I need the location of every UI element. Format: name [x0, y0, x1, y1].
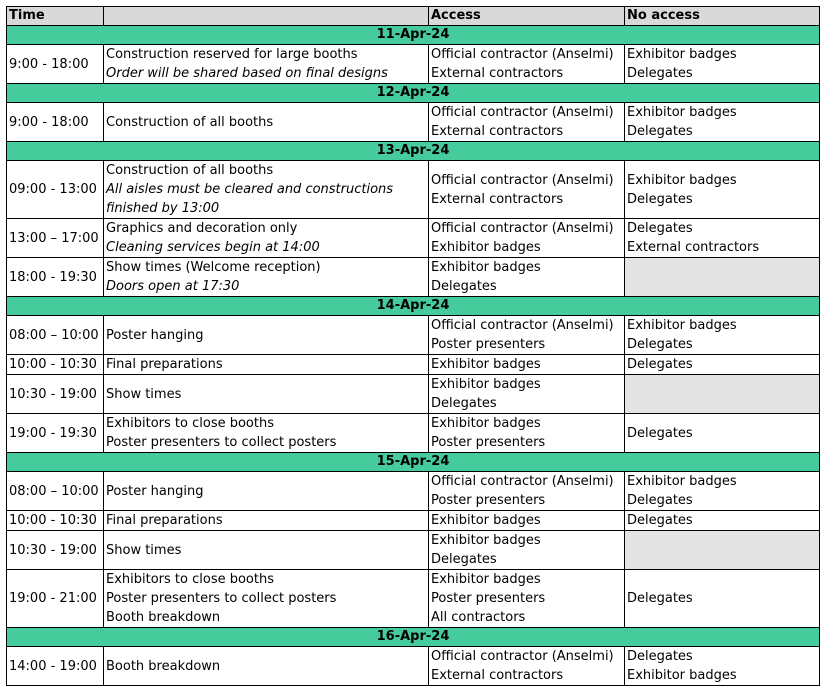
activity-line: Booth breakdown: [106, 658, 221, 674]
day-row: [7, 26, 820, 45]
schedule-row: [7, 414, 820, 453]
activity-line: Show times (Welcome reception): [106, 260, 321, 275]
access-cell[interactable]: [429, 316, 625, 355]
header-row: [7, 7, 820, 26]
day-header-cell[interactable]: 15-Apr-24: [7, 453, 820, 472]
day-row: [7, 453, 820, 472]
day-header-cell[interactable]: 11-Apr-24: [7, 26, 820, 45]
access-entry: Poster presenters: [431, 493, 546, 508]
header-no-access[interactable]: No access: [625, 7, 820, 26]
activity-line: Final preparations: [106, 513, 223, 528]
access-cell[interactable]: [429, 511, 625, 531]
activity-line: Exhibitors to close booths: [106, 416, 274, 431]
access-cell[interactable]: [429, 355, 625, 375]
no-access-cell-empty[interactable]: [625, 375, 820, 414]
day-header-cell[interactable]: 12-Apr-24: [7, 84, 820, 103]
no-access-entry: Delegates: [627, 337, 693, 352]
no-access-cell[interactable]: [625, 219, 820, 258]
time-cell[interactable]: 10:00 - 10:30: [7, 355, 104, 375]
no-access-cell[interactable]: [625, 570, 820, 628]
no-access-cell[interactable]: [625, 472, 820, 511]
time-cell[interactable]: 13:00 – 17:00: [7, 219, 104, 258]
activity-cell[interactable]: [104, 103, 429, 142]
access-entry: Official contractor (Anselmi): [431, 318, 614, 333]
no-access-cell[interactable]: [625, 161, 820, 219]
access-cell[interactable]: [429, 531, 625, 570]
no-access-cell[interactable]: [625, 511, 820, 531]
access-entry: All contractors: [431, 610, 526, 625]
time-cell[interactable]: 08:00 – 10:00: [7, 472, 104, 511]
no-access-cell[interactable]: [625, 45, 820, 84]
access-entry: Official contractor (Anselmi): [431, 105, 614, 120]
no-access-entry: Delegates: [627, 591, 693, 606]
schedule-row: [7, 472, 820, 511]
no-access-entry: Exhibitor badges: [627, 318, 737, 333]
access-schedule-table: [6, 6, 820, 686]
access-entry: External contractors: [431, 191, 564, 207]
activity-line: Construction of all booths: [106, 114, 274, 130]
activity-cell[interactable]: [104, 316, 429, 355]
access-entry: Poster presenters: [431, 591, 546, 606]
access-entry: Delegates: [431, 552, 497, 567]
activity-cell[interactable]: [104, 161, 429, 219]
schedule-row: [7, 161, 820, 219]
activity-line: Poster presenters to collect posters: [106, 591, 337, 606]
header-access[interactable]: Access: [429, 7, 625, 26]
time-cell[interactable]: 10:30 - 19:00: [7, 375, 104, 414]
access-entry: Official contractor (Anselmi): [431, 172, 614, 188]
access-entry: Exhibitor badges: [431, 416, 541, 431]
time-cell[interactable]: 9:00 - 18:00: [7, 103, 104, 142]
time-cell[interactable]: 9:00 - 18:00: [7, 45, 104, 84]
no-access-entry: External contractors: [627, 240, 760, 255]
no-access-entry: Delegates: [627, 493, 693, 508]
no-access-entry: Delegates: [627, 221, 693, 236]
access-entry: Official contractor (Anselmi): [431, 47, 614, 62]
activity-note: Doors open at 17:30: [106, 279, 240, 294]
access-cell[interactable]: [429, 647, 625, 686]
day-row: [7, 142, 820, 161]
day-row: [7, 297, 820, 316]
no-access-cell[interactable]: [625, 103, 820, 142]
no-access-entry: Delegates: [627, 66, 693, 81]
activity-cell[interactable]: [104, 570, 429, 628]
no-access-entry: Exhibitor badges: [627, 474, 737, 489]
no-access-cell[interactable]: [625, 316, 820, 355]
time-cell[interactable]: 09:00 - 13:00: [7, 161, 104, 219]
access-cell[interactable]: [429, 161, 625, 219]
activity-line: Construction reserved for large booths: [106, 47, 358, 62]
activity-note: Order will be shared based on final designs: [106, 66, 388, 81]
schedule-row: [7, 570, 820, 628]
access-entry: Delegates: [431, 279, 497, 294]
day-header-cell[interactable]: 16-Apr-24: [7, 628, 820, 647]
activity-cell[interactable]: [104, 472, 429, 511]
day-header-cell[interactable]: 14-Apr-24: [7, 297, 820, 316]
access-entry: External contractors: [431, 668, 564, 683]
activity-cell[interactable]: [104, 258, 429, 297]
activity-cell[interactable]: [104, 647, 429, 686]
access-cell[interactable]: [429, 219, 625, 258]
time-cell[interactable]: 10:30 - 19:00: [7, 531, 104, 570]
no-access-entry: Delegates: [627, 191, 693, 207]
access-entry: Exhibitor badges: [431, 513, 541, 528]
no-access-cell-empty[interactable]: [625, 531, 820, 570]
activity-cell[interactable]: [104, 219, 429, 258]
activity-cell[interactable]: [104, 511, 429, 531]
activity-line: Booth breakdown: [106, 610, 221, 625]
schedule-row: [7, 647, 820, 686]
no-access-entry: Delegates: [627, 513, 693, 528]
time-cell[interactable]: 10:00 - 10:30: [7, 511, 104, 531]
no-access-entry: Delegates: [627, 357, 693, 372]
activity-line: Show times: [106, 542, 182, 558]
no-access-cell[interactable]: [625, 355, 820, 375]
day-header-cell[interactable]: 13-Apr-24: [7, 142, 820, 161]
access-entry: Official contractor (Anselmi): [431, 474, 614, 489]
activity-note: All aisles must be cleared and constructions finished by 13:00: [106, 182, 394, 216]
schedule-row: [7, 316, 820, 355]
schedule-row: [7, 375, 820, 414]
schedule-row: [7, 45, 820, 84]
access-entry: Exhibitor badges: [431, 533, 541, 548]
access-entry: Exhibitor badges: [431, 260, 541, 275]
activity-note: Cleaning services begin at 14:00: [106, 240, 320, 255]
schedule-row: [7, 355, 820, 375]
activity-cell[interactable]: [104, 531, 429, 570]
activity-line: Poster hanging: [106, 483, 204, 499]
activity-cell[interactable]: [104, 355, 429, 375]
activity-line: Construction of all booths: [106, 163, 274, 178]
schedule-row: [7, 103, 820, 142]
activity-line: Poster presenters to collect posters: [106, 435, 337, 450]
access-entry: External contractors: [431, 124, 564, 139]
access-cell[interactable]: [429, 45, 625, 84]
day-row: [7, 628, 820, 647]
activity-cell[interactable]: [104, 375, 429, 414]
activity-line: Final preparations: [106, 357, 223, 372]
no-access-entry: Exhibitor badges: [627, 668, 737, 683]
schedule-row: [7, 511, 820, 531]
no-access-entry: Exhibitor badges: [627, 105, 737, 120]
activity-line: Graphics and decoration only: [106, 221, 298, 236]
access-entry: Exhibitor badges: [431, 572, 541, 587]
access-cell[interactable]: [429, 258, 625, 297]
no-access-entry: Exhibitor badges: [627, 47, 737, 62]
activity-line: Poster hanging: [106, 327, 204, 343]
access-cell[interactable]: [429, 375, 625, 414]
time-cell[interactable]: 08:00 – 10:00: [7, 316, 104, 355]
no-access-entry: Exhibitor badges: [627, 172, 737, 188]
access-entry: Official contractor (Anselmi): [431, 221, 614, 236]
no-access-entry: Delegates: [627, 649, 693, 664]
time-cell[interactable]: 19:00 - 21:00: [7, 570, 104, 628]
access-entry: Delegates: [431, 396, 497, 411]
access-cell[interactable]: [429, 570, 625, 628]
time-cell[interactable]: 14:00 - 19:00: [7, 647, 104, 686]
access-entry: External contractors: [431, 66, 564, 81]
activity-cell[interactable]: [104, 45, 429, 84]
no-access-entry: Delegates: [627, 425, 693, 441]
access-entry: Poster presenters: [431, 337, 546, 352]
access-entry: Exhibitor badges: [431, 377, 541, 392]
activity-cell[interactable]: [104, 414, 429, 453]
schedule-body: [7, 26, 820, 686]
access-entry: Exhibitor badges: [431, 357, 541, 372]
schedule-row: [7, 219, 820, 258]
day-row: [7, 84, 820, 103]
access-entry: Poster presenters: [431, 435, 546, 450]
access-cell[interactable]: [429, 414, 625, 453]
access-cell[interactable]: [429, 103, 625, 142]
activity-line: Show times: [106, 386, 182, 402]
no-access-cell[interactable]: [625, 647, 820, 686]
no-access-cell-empty[interactable]: [625, 258, 820, 297]
no-access-entry: Delegates: [627, 124, 693, 139]
schedule-row: [7, 531, 820, 570]
access-cell[interactable]: [429, 472, 625, 511]
time-cell[interactable]: 18:00 - 19:30: [7, 258, 104, 297]
no-access-cell[interactable]: [625, 414, 820, 453]
access-entry: Exhibitor badges: [431, 240, 541, 255]
access-entry: Official contractor (Anselmi): [431, 649, 614, 664]
activity-line: Exhibitors to close booths: [106, 572, 274, 587]
time-cell[interactable]: 19:00 - 19:30: [7, 414, 104, 453]
schedule-row: [7, 258, 820, 297]
header-activity[interactable]: [104, 7, 429, 26]
header-time[interactable]: Time: [7, 7, 104, 26]
